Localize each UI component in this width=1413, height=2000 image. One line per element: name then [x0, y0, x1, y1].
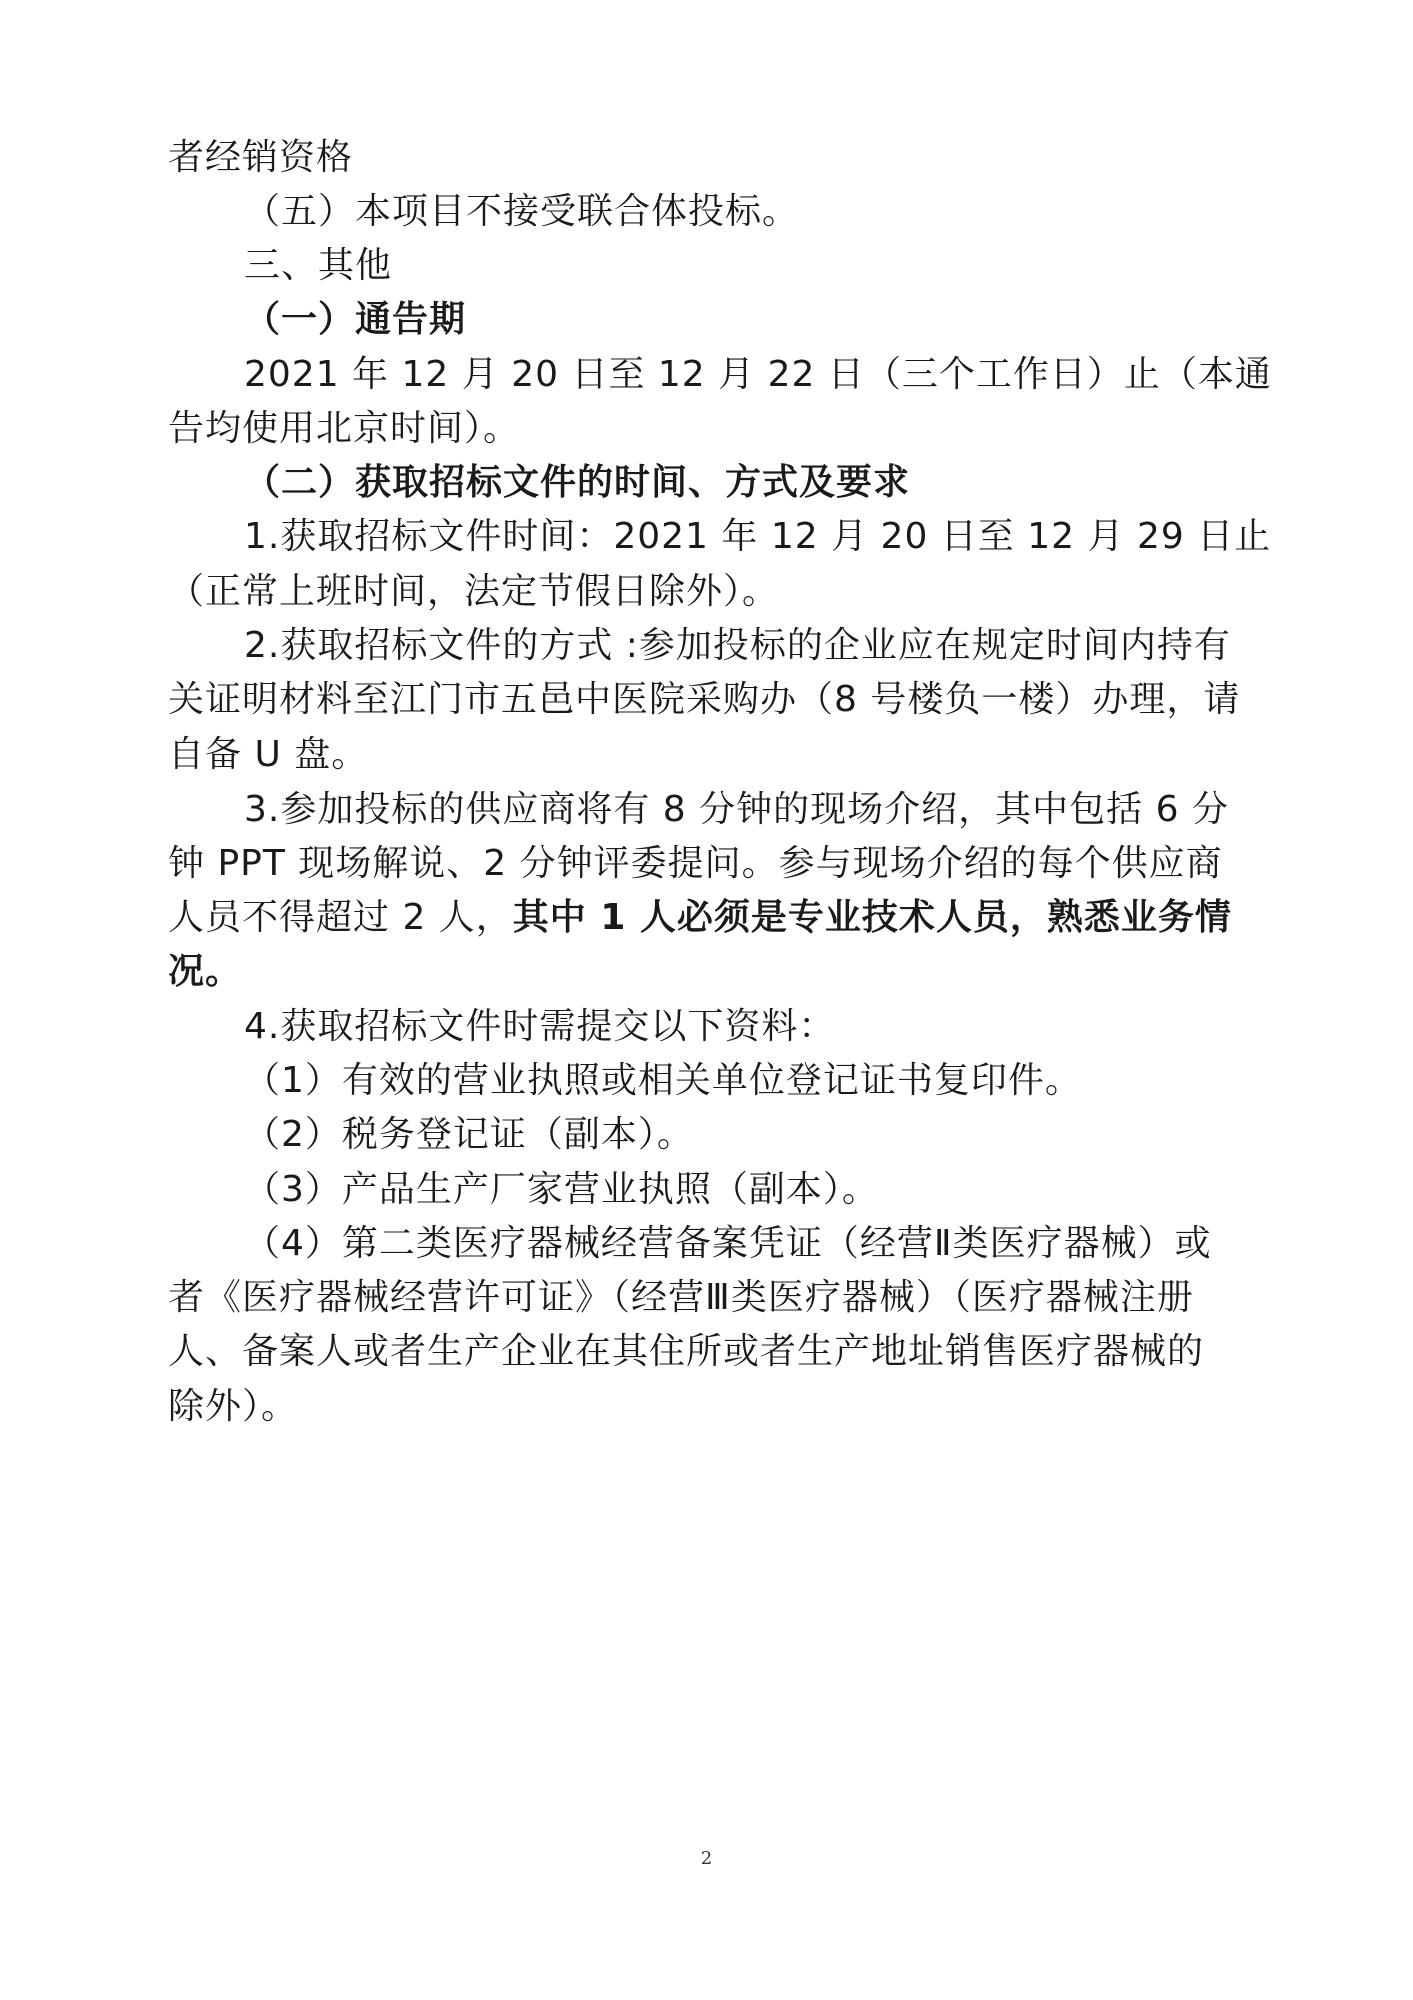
text-line: 人、备案人或者生产企业在其住所或者生产地址销售医疗器械的: [168, 1331, 1205, 1372]
text-line: 者经销资格: [168, 137, 354, 178]
text-line: 自备 U 盘。: [168, 734, 369, 775]
list-item: （2）税务登记证（副本）。: [244, 1114, 694, 1155]
text-line: 告均使用北京时间）。: [168, 408, 521, 449]
text-line: 2.获取招标文件的方式 :参加投标的企业应在规定时间内持有: [244, 625, 1231, 666]
text-line: 4.获取招标文件时需提交以下资料：: [244, 1006, 836, 1047]
text-line: 钟 PPT 现场解说、2 分钟评委提问。参与现场介绍的每个供应商: [168, 843, 1223, 884]
subsection-heading: （一）通告期: [244, 299, 467, 340]
emphasized-text: 其中 1 人必须是专业技术人员，熟悉业务情: [512, 897, 1232, 938]
list-item: （1）有效的营业执照或相关单位登记证书复印件。: [244, 1060, 1082, 1101]
text-line: 1.获取招标文件时间：2021 年 12 月 20 日至 12 月 29 日止: [244, 516, 1272, 557]
list-item: （3）产品生产厂家营业执照（副本）。: [244, 1169, 879, 1210]
text-line: 关证明材料至江门市五邑中医院采购办（8 号楼负一楼）办理，请: [168, 679, 1241, 720]
text-line: （正常上班时间，法定节假日除外）。: [168, 571, 780, 612]
text-line: 3.参加投标的供应商将有 8 分钟的现场介绍，其中包括 6 分: [244, 789, 1229, 830]
text-line: （五）本项目不接受联合体投标。: [244, 191, 800, 232]
text-segment: 人员不得超过 2 人，: [168, 897, 513, 938]
page-number: 2: [700, 1848, 713, 1869]
text-line: 2021 年 12 月 20 日至 12 月 22 日（三个工作日）止（本通: [244, 354, 1272, 395]
subsection-heading: （二）获取招标文件的时间、方式及要求: [244, 462, 911, 503]
section-heading: 三、其他: [244, 245, 393, 286]
text-line: [168, 896, 1232, 940]
emphasized-text: 况。: [168, 951, 243, 992]
text-line: 者《医疗器械经营许可证》（经营Ⅲ类医疗器械）（医疗器械注册: [168, 1277, 1194, 1318]
list-item: （4）第二类医疗器械经营备案凭证（经营Ⅱ类医疗器械）或: [244, 1223, 1212, 1264]
text-line: 除外）。: [168, 1386, 299, 1427]
